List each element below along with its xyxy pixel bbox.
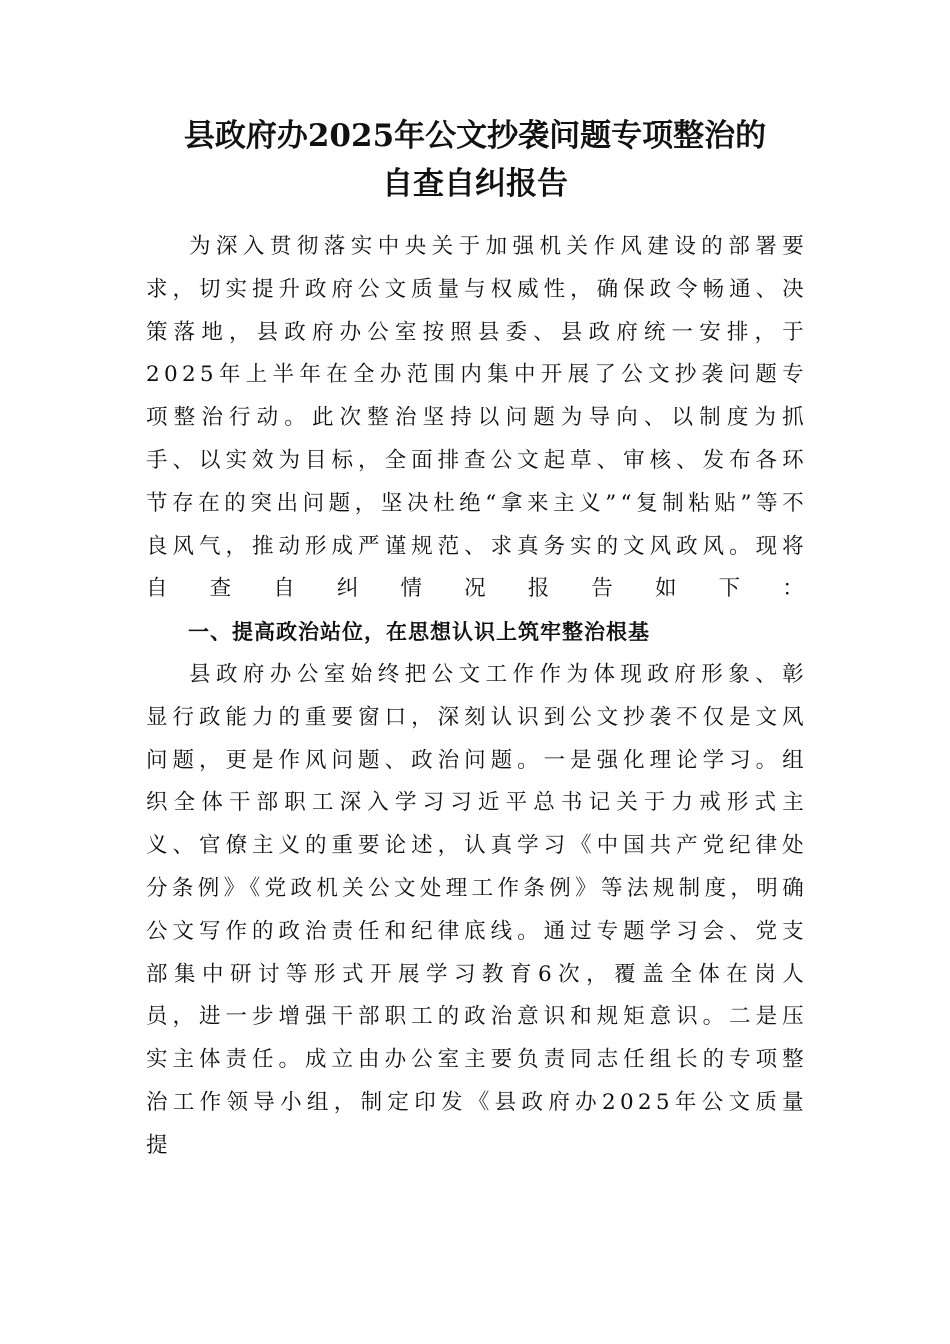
title-line-1: 县政府办2025年公文抄袭问题专项整治的 [183,118,767,154]
document-body [146,226,808,1168]
section-1-heading: 一、提高政治站位，在思想认识上筑牢整治根基 [188,620,650,645]
document-title [120,112,830,208]
section-1-paragraph: 县政府办公室始终把公文工作作为体现政府形象、彰显行政能力的重要窗口，深刻认识到公文抄袭不仅是文风问题，更是作风问题、政治问题。一是强化理论学习。组织全体干部职工深入学习习近平总书记关于力戒形式主义、官僚主义的重要论述，认真学习《中国共产党纪律处分条例》《党政机关公文处理工作条例》等法规制度，明确公文写作的政治责任和纪律底线。通过专题学习会、党支部集中研讨等形式开展学习教育6次，覆盖全体在岗人员，进一步增强干部职工的政治意识和规矩意识。二是压实主体责任。成立由办公室主要负责同志任组长的专项整治工作领导小组，制定印发《县政府办2025年公文质量提 [146,661,808,1158]
title-line-2: 自查自纠报告 [382,166,568,202]
intro-paragraph: 为深入贯彻落实中央关于加强机关作风建设的部署要求，切实提升政府公文质量与权威性，确保政令畅通、决策落地，县政府办公室按照县委、县政府统一安排，于2025年上半年在全办范围内集中开展了公文抄袭问题专项整治行动。此次整治坚持以问题为导向、以制度为抓手、以实效为目标，全面排查公文起草、审核、发布各环节存在的突出问题，坚决杜绝“拿来主义”“复制粘贴”等不良风气，推动形成严谨规范、求真务实的文风政风。现将自查自纠情况报告如下： [146,234,808,602]
